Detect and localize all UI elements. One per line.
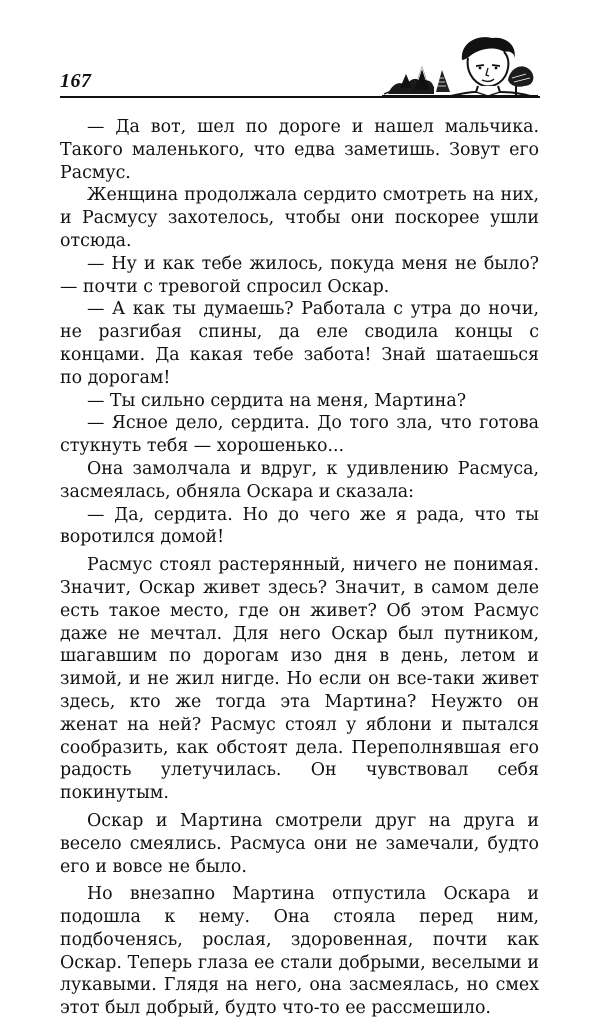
header-rule bbox=[60, 96, 540, 98]
paragraph: — Ясное дело, сердита. До того зла, что готова стукнуть тебя — хорошенько... bbox=[60, 413, 539, 457]
boy-portrait-with-trees-illustration bbox=[380, 30, 540, 102]
paragraph: Женщина продолжала сердито смотреть на них, и Расмусу захотелось, чтобы они поскорее ушли отсюда. bbox=[60, 185, 539, 251]
page-number: 167 bbox=[60, 70, 92, 92]
paragraph: — А как ты думаешь? Работала с утра до ночи, не разгибая спины, да еле сводила концы с концами. Да какая тебе забота! Знай шатаешься по дорогам! bbox=[60, 299, 539, 388]
paragraph: — Ну и как тебе жилось, покуда меня не было? — почти с тревогой спросил Оскар. bbox=[60, 253, 539, 297]
paragraph: Расмус стоял растерянный, ничего не понимая. Значит, Оскар живет здесь? Значит, в самом деле есть такое место, где он живет? Об этом Расмус даже не мечтал. Для него Оскар был путником, шагавшим по дорогам изо дня в день, летом и зимой, и не жил нигде. Но если он все-таки живет здесь, кто же тогда эта Мартина? Неужто он женат на ней? Расмус стоял у яблони и пытался сообразить, как обстоят дела. Переполнявшая его радость улетучилась. Он чувствовал себя покинутым. bbox=[60, 555, 539, 804]
paragraph: Оскар и Мартина смотрели друг на друга и весело смеялись. Расмуса они не замечали, будто его и вовсе не было. bbox=[60, 810, 539, 877]
text-body bbox=[60, 116, 539, 1020]
paragraph: Она замолчала и вдруг, к удивлению Расмуса, засмеялась, обняла Оскара и сказала: bbox=[60, 458, 539, 502]
paragraph: — Ты сильно сердита на меня, Мартина? bbox=[87, 390, 467, 411]
paragraph: — Да вот, шел по дороге и нашел мальчика. Такого маленького, что едва заметишь. Зовут его Расмус. bbox=[60, 117, 539, 183]
paragraph: Но внезапно Мартина отпустила Оскара и подошла к нему. Она стояла перед ним, подбоченясь, рослая, здоровенная, почти как Оскар. Теперь глаза ее стали добрыми, веселыми и лукавыми. Глядя на него, она засмеялась, но смех этот был добрый, будто что-то ее рассмешило. bbox=[60, 884, 539, 1019]
paragraph: — Да, сердита. Но до чего же я рада, что ты воротился домой! bbox=[60, 504, 539, 548]
